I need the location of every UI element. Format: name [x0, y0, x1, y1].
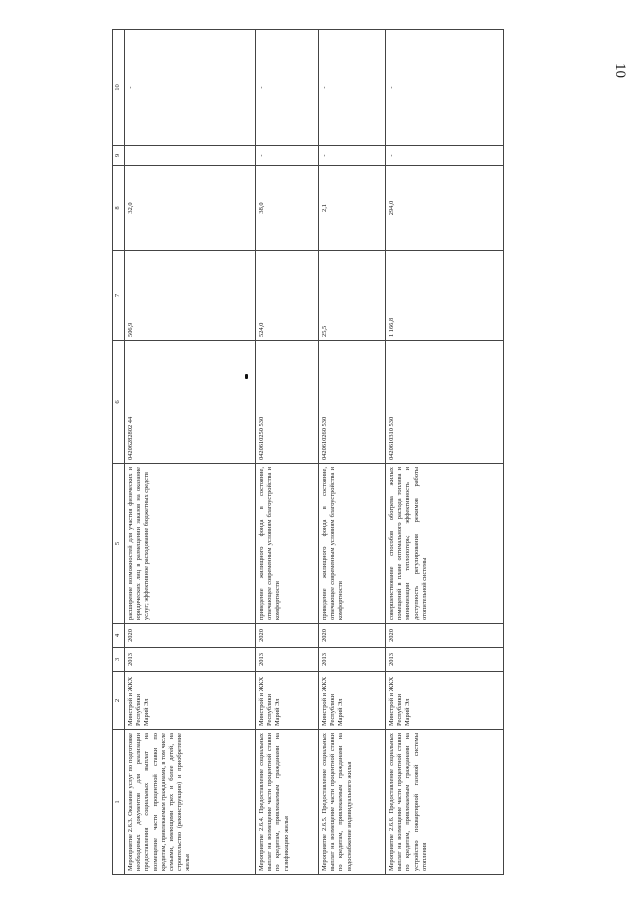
- start-year-cell: 2013: [319, 648, 386, 672]
- expected-result-cell: расширение возможностей для участия физических и юридических лиц в размещении заказов на оказание услуг; эффективное расходование бюджетных средств: [125, 464, 256, 624]
- amount-cell: -: [256, 30, 319, 146]
- measure-name-cell: Мероприятие 2.6.4. Предоставление социальных выплат на возмещение части процентной ставки по кредитам, привлекаемым гражданами на газификацию жилья: [256, 730, 319, 875]
- table-row: [386, 30, 504, 875]
- end-year-cell: 2020: [386, 624, 504, 648]
- amount-cell: 294,0: [386, 166, 504, 251]
- column-header-10: 10: [113, 30, 125, 146]
- table-row: [125, 30, 256, 875]
- amount-cell: 524,0: [256, 251, 319, 341]
- amount-cell: -: [125, 30, 256, 146]
- amount-cell: 506,9: [125, 251, 256, 341]
- executor-cell: Минстрой и ЖКХ Республики Марий Эл: [256, 672, 319, 730]
- amount-cell: -: [319, 30, 386, 146]
- end-year-cell: 2020: [125, 624, 256, 648]
- amount-cell: 1 166,8: [386, 251, 504, 341]
- start-year-cell: 2013: [256, 648, 319, 672]
- column-header-1: 1: [113, 730, 125, 875]
- column-header-9: 9: [113, 146, 125, 166]
- expected-result-cell: приведение жилищного фонда в состояние, отвечающее современным условиям благоустройства и комфортности: [256, 464, 319, 624]
- executor-cell: Минстрой и ЖКХ Республики Марий Эл: [386, 672, 504, 730]
- table-header-row: [113, 30, 125, 875]
- executor-cell: Минстрой и ЖКХ Республики Марий Эл: [125, 672, 256, 730]
- budget-code-cell: 0420610260 530: [319, 341, 386, 464]
- column-header-8: 8: [113, 166, 125, 251]
- table-row: [319, 30, 386, 875]
- program-measures-table: [112, 29, 504, 875]
- table-row: [256, 30, 319, 875]
- amount-cell: -: [386, 30, 504, 146]
- start-year-cell: 2013: [125, 648, 256, 672]
- measure-name-cell: Мероприятие 2.6.3. Оказание услуг по подготовке необходимых документов для реализации предоставления социальных выплат на возмещение части процентной ставки по кредитам, привлекаемым гражданами, в том числе семьями, имеющими трех и более детей, на строительство (реконструкцию) и приобретение жилья: [125, 730, 256, 875]
- end-year-cell: 2020: [256, 624, 319, 648]
- measure-name-cell: Мероприятие 2.6.5. Предоставление социальных выплат на возмещение части процентной ставки по кредитам, привлекаемым гражданами на водоснабжение индивидуального жилья: [319, 730, 386, 875]
- expected-result-cell: совершенствование способов обогрева жилых помещений в плане оптимального расхода топлива и минимизации теплопотерь; эффективность и доступность регулирования режимов работы отопительной системы: [386, 464, 504, 624]
- amount-cell: -: [319, 146, 386, 166]
- amount-cell: -: [256, 146, 319, 166]
- end-year-cell: 2020: [319, 624, 386, 648]
- column-header-6: 6: [113, 341, 125, 464]
- budget-code-cell: 0420610250 530: [256, 341, 319, 464]
- ink-speck: [245, 374, 248, 379]
- start-year-cell: 2013: [386, 648, 504, 672]
- expected-result-cell: приведение жилищного фонда в состояние, отвечающее современным условиям благоустройства и комфортности: [319, 464, 386, 624]
- amount-cell: 25,5: [319, 251, 386, 341]
- page-number: 10: [612, 63, 628, 78]
- column-header-4: 4: [113, 624, 125, 648]
- measure-name-cell: Мероприятие 2.6.6. Предоставление социальных выплат на возмещение части процентной ставки по кредитам, привлекаемым гражданами на устройство поквартирной газовой системы отопления: [386, 730, 504, 875]
- amount-cell: [125, 146, 256, 166]
- amount-cell: 2,1: [319, 166, 386, 251]
- executor-cell: Минстрой и ЖКХ Республики Марий Эл: [319, 672, 386, 730]
- budget-code-cell: 0420610310 530: [386, 341, 504, 464]
- column-header-3: 3: [113, 648, 125, 672]
- budget-code-cell: 04206282802 44: [125, 341, 256, 464]
- column-header-5: 5: [113, 464, 125, 624]
- column-header-7: 7: [113, 251, 125, 341]
- column-header-2: 2: [113, 672, 125, 730]
- amount-cell: 32,0: [125, 166, 256, 251]
- amount-cell: 38,0: [256, 166, 319, 251]
- amount-cell: -: [386, 146, 504, 166]
